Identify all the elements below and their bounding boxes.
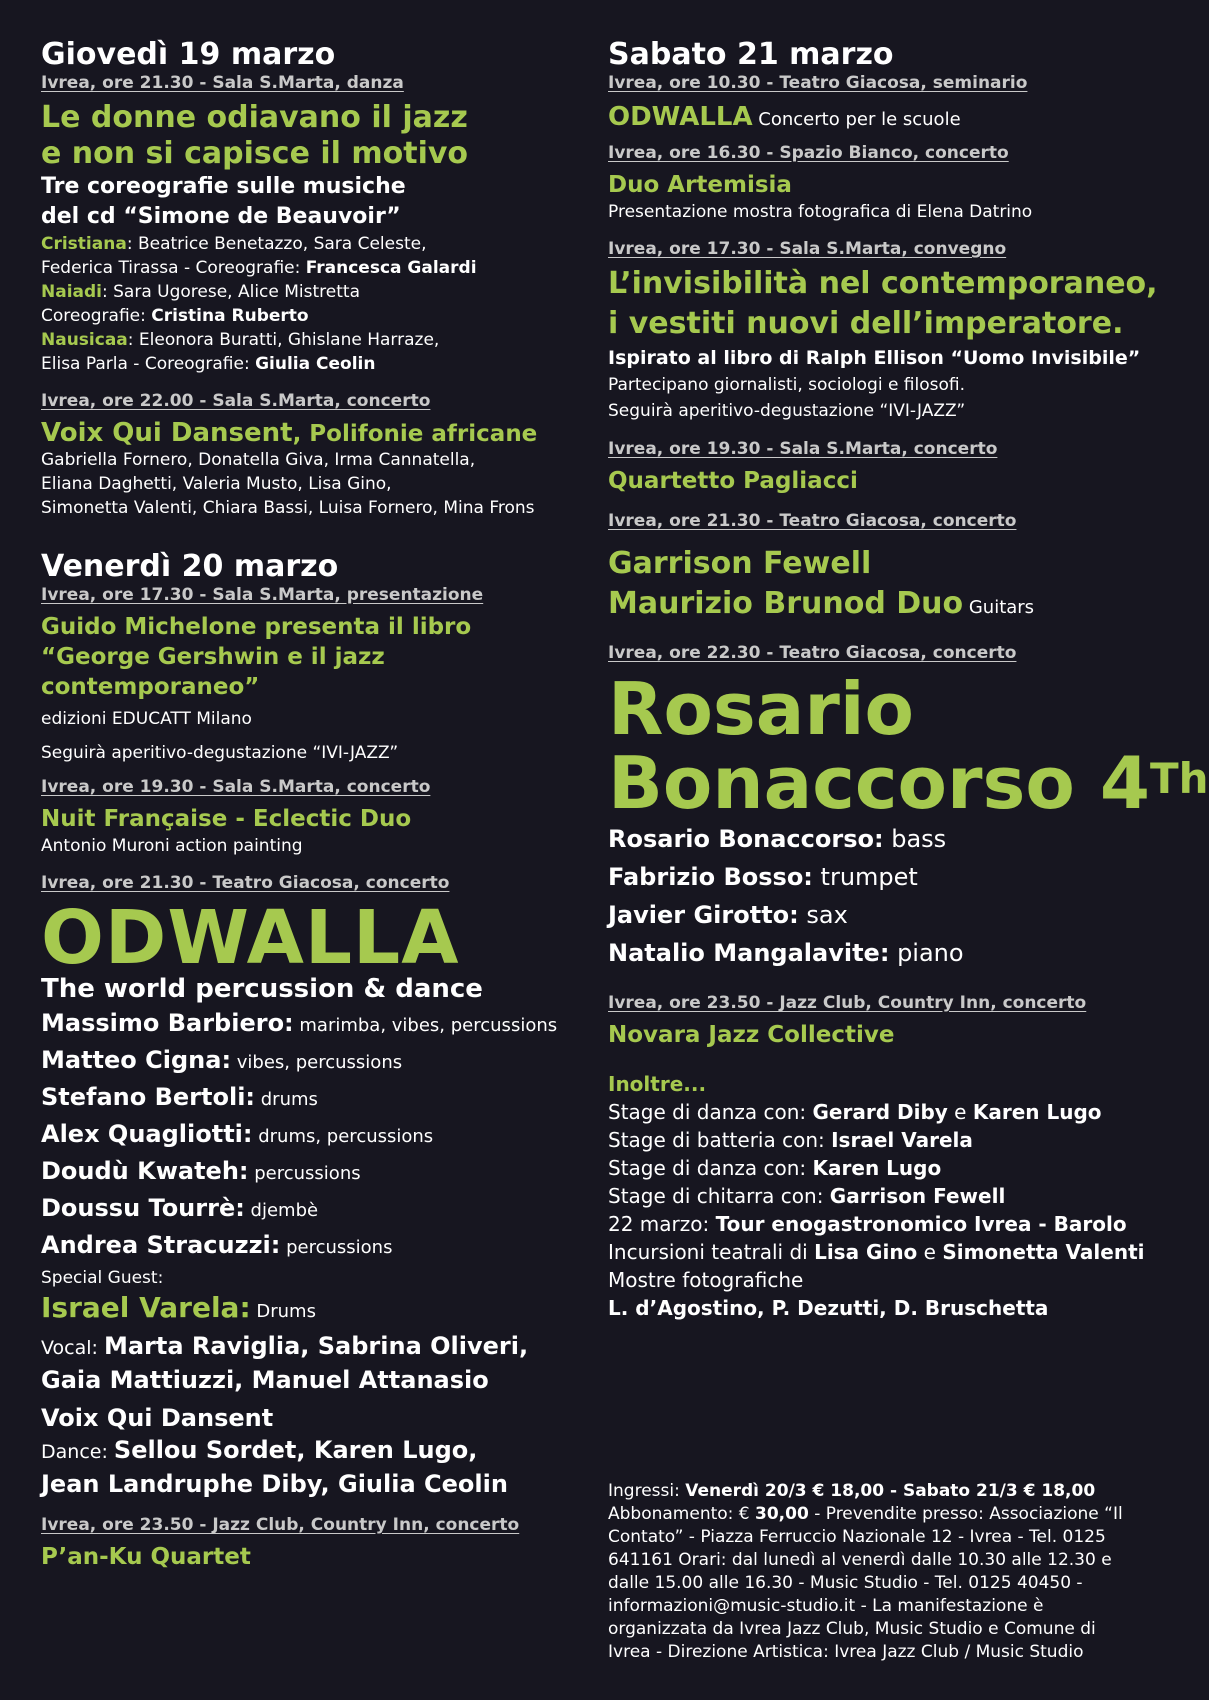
abbonamento-label: Abbonamento: € <box>608 1504 756 1524</box>
event-subheading: Ivrea, ore 21.30 - Teatro Giacosa, concerto <box>608 511 1017 531</box>
event-details <box>41 702 586 770</box>
event-subheading: Ivrea, ore 23.50 - Jazz Club, Country Inn, concerto <box>608 993 1087 1013</box>
event-title: P’an-Ku Quartet <box>41 1544 251 1570</box>
inoltre-text: e <box>917 1240 943 1264</box>
event-subheading: Ivrea, ore 19.30 - Sala S.Marta, concerto <box>41 777 431 797</box>
event-subheading: Ivrea, ore 21.30 - Teatro Giacosa, concerto <box>41 873 450 893</box>
musician-name: Javier Girotto: <box>608 901 799 929</box>
group-name: Nausicaa <box>41 330 128 350</box>
event-title <box>41 100 586 172</box>
choreographer: Giulia Ceolin <box>255 354 376 374</box>
event-title-line: e non si capisce il motivo <box>41 136 469 171</box>
group-line <box>41 232 586 256</box>
musician-instrument: percussions <box>248 1163 361 1184</box>
event-subheading: Ivrea, ore 17.30 - Sala S.Marta, presentazione <box>41 585 484 605</box>
vocalists: Marta Raviglia, Sabrina Oliveri, <box>103 1332 529 1360</box>
performers-line: Eliana Daghetti, Valeria Musto, Lisa Gino, <box>41 474 392 494</box>
musician-row <box>41 1006 586 1043</box>
musicians-list <box>608 820 1168 972</box>
day-heading-friday: Venerdì 20 marzo <box>41 549 339 584</box>
event-title <box>41 418 586 448</box>
special-guest-label: Special Guest: <box>41 1268 164 1288</box>
musician-instrument: trumpet <box>812 863 918 891</box>
musician-instrument: djembè <box>244 1200 319 1221</box>
choreographer: Cristina Ruberto <box>151 306 309 326</box>
event-title: Nuit Française - Eclectic Duo <box>41 806 412 832</box>
event-subheading: Ivrea, ore 23.50 - Jazz Club, Country Inn, concerto <box>41 1515 520 1535</box>
event-details <box>608 372 1168 424</box>
event-title-line: i vestiti nuovi dell’imperatore. <box>608 306 1124 341</box>
event-title <box>608 102 1168 132</box>
musician-instrument: piano <box>889 939 964 967</box>
group-text: Elisa Parla - Coreografie: <box>41 354 256 374</box>
event-title <box>41 612 586 702</box>
inoltre-text: 22 marzo: <box>608 1212 716 1236</box>
inoltre-line <box>608 1182 1168 1210</box>
inoltre-line <box>608 1210 1168 1238</box>
group-members: : Beatrice Benetazzo, Sara Celeste, <box>126 234 427 254</box>
group-line <box>41 328 586 352</box>
vocalists: Gaia Mattiuzzi, Manuel Attanasio <box>41 1366 489 1394</box>
group-text: Federica Tirassa - Coreografie: <box>41 258 306 278</box>
musician-name: Fabrizio Bosso: <box>608 863 813 891</box>
detail-line: Seguirà aperitivo-degustazione “IVI-JAZZ” <box>608 401 966 421</box>
musician-row <box>608 858 1168 896</box>
musician-name: Doussu Tourrè: <box>41 1194 245 1222</box>
group-name: Cristiana <box>41 234 127 254</box>
inoltre-text: Stage di batteria con: <box>608 1128 832 1152</box>
musician-instrument: percussions <box>280 1237 393 1258</box>
inoltre-name: Simonetta Valenti <box>942 1240 1145 1264</box>
event-description: Ispirato al libro di Ralph Ellison “Uomo Invisibile” <box>608 347 1141 369</box>
detail-line: edizioni EDUCATT Milano <box>41 709 252 729</box>
event-details: Antonio Muroni action painting <box>41 836 303 856</box>
event-subheading: Ivrea, ore 21.30 - Sala S.Marta, danza <box>41 73 404 93</box>
musician-name: Stefano Bertoli: <box>41 1083 256 1111</box>
event-subheading: Ivrea, ore 19.30 - Sala S.Marta, concerto <box>608 439 998 459</box>
inoltre-text: Stage di danza con: <box>608 1156 813 1180</box>
event-title <box>608 544 1168 628</box>
headline-line <box>608 741 1209 825</box>
vocal-line <box>41 1330 586 1364</box>
headline-line: Rosario <box>608 667 914 751</box>
musician-name: Alex Quagliotti: <box>41 1120 253 1148</box>
ingressi-info <box>608 1480 1138 1664</box>
event-subheading: Ivrea, ore 10.30 - Teatro Giacosa, seminario <box>608 73 1028 93</box>
inoltre-line <box>608 1098 1168 1126</box>
event-subtitle: The world percussion & dance <box>41 974 483 1004</box>
right-column <box>608 37 1209 1322</box>
inoltre-name: Lisa Gino <box>814 1240 918 1264</box>
ingressi-label: Ingressi: <box>608 1481 686 1501</box>
dance-line <box>41 1468 586 1500</box>
headline-bonaccorso <box>608 667 1209 825</box>
abbonamento-price: 30,00 <box>755 1504 809 1524</box>
inoltre-name: Garrison Fewell <box>829 1184 1006 1208</box>
group-line <box>41 304 586 328</box>
event-title-extra: , Polifonie africane <box>292 421 538 447</box>
inoltre-line <box>608 1154 1168 1182</box>
dance-groups <box>41 232 586 376</box>
group-text: Coreografie: <box>41 306 152 326</box>
inoltre-line: Mostre fotografiche <box>608 1268 804 1292</box>
group-line <box>41 256 586 280</box>
musician-name: Doudù Kwateh: <box>41 1157 249 1185</box>
vocal-label: Vocal: <box>41 1337 104 1359</box>
event-subheading: Ivrea, ore 22.30 - Teatro Giacosa, concerto <box>608 643 1017 663</box>
musician-row <box>41 1228 586 1265</box>
inoltre-title: Inoltre... <box>608 1072 707 1096</box>
headline-superscript: Th <box>1150 754 1209 803</box>
musician-instrument: vibes, percussions <box>231 1052 403 1073</box>
event-title: Novara Jazz Collective <box>608 1022 895 1048</box>
musician-row <box>608 820 1168 858</box>
event-title-main: ODWALLA <box>608 102 753 132</box>
day-heading-saturday: Sabato 21 marzo <box>608 37 894 72</box>
inoltre-name: Karen Lugo <box>972 1100 1102 1124</box>
dance-section <box>41 1402 586 1500</box>
musician-instrument: bass <box>883 825 947 853</box>
vqd-line <box>41 1402 586 1434</box>
detail-line: Seguirà aperitivo-degustazione “IVI-JAZZ” <box>41 743 399 763</box>
group-name: Naiadi <box>41 282 102 302</box>
musician-instrument: sax <box>798 901 848 929</box>
inoltre-text: Incursioni teatrali di <box>608 1240 815 1264</box>
event-title-line: “George Gershwin e il jazz contemporaneo” <box>41 644 385 700</box>
group-name: Voix Qui Dansent <box>41 1404 274 1432</box>
inoltre-line <box>608 1294 1168 1322</box>
performers-line: Simonetta Valenti, Chiara Bassi, Luisa Fornero, Mina Frons <box>41 498 535 518</box>
performers-line: Gabriella Fornero, Donatella Giva, Irma Cannatella, <box>41 450 476 470</box>
inoltre-section <box>608 1070 1168 1322</box>
inoltre-text: e <box>947 1100 973 1124</box>
dance-line <box>41 1434 586 1468</box>
prevendite-info: - Prevendite presso: Associazione “Il Contato” - Piazza Ferruccio Nazionale 12 - Ivrea - Tel. 0125 641161 Orari: dal lunedì al venerdì dalle 10.30 alle 12.30 e dalle 15.00 alle 16.30 - Music Studio - Tel. 0125 40450 - informazioni@music-studio.it - La manifestazione è organizzata da Ivrea Jazz Club, Music Studio e Comune di Ivrea - Direzione Artistica: Ivrea Jazz Club / Music Studio <box>608 1504 1123 1662</box>
musician-row <box>608 896 1168 934</box>
group-members: : Eleonora Buratti, Ghislane Harraze, <box>127 330 440 350</box>
event-title-extra: Concerto per le scuole <box>752 109 961 130</box>
choreographer: Francesca Galardi <box>305 258 477 278</box>
musician-row <box>41 1117 586 1154</box>
musician-name: Matteo Cigna: <box>41 1046 232 1074</box>
group-line <box>41 352 586 376</box>
musician-row <box>41 1043 586 1080</box>
event-title-line <box>608 584 1168 628</box>
performers-list <box>41 448 586 520</box>
inoltre-line <box>608 1126 1168 1154</box>
vocal-line <box>41 1364 586 1396</box>
group-line <box>41 280 586 304</box>
inoltre-line <box>608 1238 1168 1266</box>
musician-row <box>41 1191 586 1228</box>
musician-name: Andrea Stracuzzi: <box>41 1231 281 1259</box>
event-title-line: Le donne odiavano il jazz <box>41 100 468 135</box>
day-heading-thursday: Giovedì 19 marzo <box>41 37 336 72</box>
headline-odwalla: ODWALLA <box>41 895 460 981</box>
event-subheading: Ivrea, ore 22.00 - Sala S.Marta, concerto <box>41 391 431 411</box>
inoltre-name: Tour enogastronomico Ivrea - Barolo <box>715 1212 1127 1236</box>
event-title: Quartetto Pagliacci <box>608 468 858 494</box>
inoltre-name: L. d’Agostino, P. Dezutti, D. Bruschetta <box>608 1296 1049 1320</box>
ingressi-prices: Venerdì 20/3 € 18,00 - Sabato 21/3 € 18,00 <box>685 1481 1096 1501</box>
dancers: Jean Landruphe Diby, Giulia Ceolin <box>41 1470 508 1498</box>
left-column <box>41 38 586 1572</box>
musician-name: Natalio Mangalavite: <box>608 939 890 967</box>
guest-instrument: Drums <box>250 1301 316 1322</box>
vocal-section <box>41 1330 586 1396</box>
description-line: del cd “Simone de Beauvoir” <box>41 204 401 229</box>
detail-line: Partecipano giornalisti, sociologi e filosofi. <box>608 375 966 395</box>
event-title-line: L’invisibilità nel contemporaneo, <box>608 266 1158 301</box>
inoltre-name: Karen Lugo <box>812 1156 942 1180</box>
inoltre-text: Stage di chitarra con: <box>608 1184 830 1208</box>
inoltre-name: Israel Varela <box>831 1128 973 1152</box>
musician-instrument: marimba, vibes, percussions <box>293 1015 558 1036</box>
group-members: : Sara Ugorese, Alice Mistretta <box>102 282 361 302</box>
musicians-list <box>41 1006 586 1265</box>
event-details: Presentazione mostra fotografica di Elena Datrino <box>608 202 1033 222</box>
special-guest <box>41 1291 586 1324</box>
description-line: Tre coreografie sulle musiche <box>41 174 406 199</box>
musician-row <box>41 1080 586 1117</box>
event-title-line: Garrison Fewell <box>608 546 872 581</box>
inoltre-name: Gerard Diby <box>812 1100 948 1124</box>
dancers: Sellou Sordet, Karen Lugo, <box>113 1436 478 1464</box>
guest-name: Israel Varela: <box>41 1291 251 1324</box>
event-title: Duo Artemisia <box>608 172 792 198</box>
event-title-main: Voix Qui Dansent <box>41 418 293 448</box>
musician-name: Massimo Barbiero: <box>41 1009 294 1037</box>
musician-instrument: drums <box>255 1089 318 1110</box>
event-title-line: Guido Michelone presenta il libro <box>41 614 472 640</box>
event-subheading: Ivrea, ore 17.30 - Sala S.Marta, convegno <box>608 239 1007 259</box>
event-title <box>608 264 1168 344</box>
musician-row <box>41 1154 586 1191</box>
musician-row <box>608 934 1168 972</box>
musician-name: Rosario Bonaccorso: <box>608 825 884 853</box>
title-text: Maurizio Brunod Duo <box>608 586 964 621</box>
musician-instrument: drums, percussions <box>252 1126 434 1147</box>
inoltre-text: Stage di danza con: <box>608 1100 813 1124</box>
headline-text: Bonaccorso 4 <box>608 741 1151 825</box>
dance-label: Dance: <box>41 1441 114 1463</box>
event-subheading: Ivrea, ore 16.30 - Spazio Bianco, concerto <box>608 143 1009 163</box>
event-description <box>41 172 586 232</box>
title-extra: Guitars <box>963 597 1035 618</box>
